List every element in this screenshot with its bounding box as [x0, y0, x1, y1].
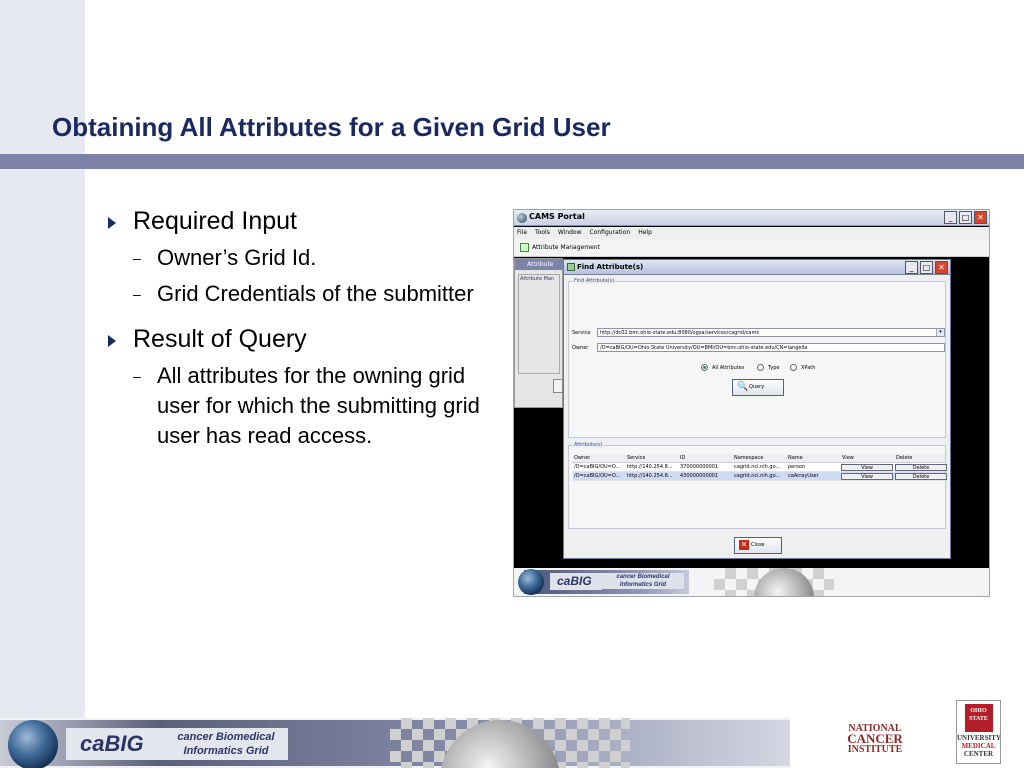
table-row[interactable] [573, 463, 945, 472]
cabig-subtitle-line1: cancer Biomedical [616, 574, 670, 580]
dialog-icon [567, 263, 575, 271]
service-value: http://dc02.bmi.ohio-state.edu:8080/ogsa/services/cagrid/cams [600, 330, 759, 336]
cell-owner: /O=caBIG/OU=O... [574, 464, 621, 470]
bullet-required-input [100, 205, 500, 237]
service-label: Service [572, 330, 591, 336]
osu-line2: MEDICAL [961, 742, 996, 750]
radio-all-attributes-label: All Attributes [712, 365, 745, 371]
slide-body [100, 205, 500, 451]
dash-icon: – [133, 250, 141, 266]
table-header [573, 454, 945, 463]
radio-xpath-label: XPath [801, 365, 816, 371]
menu-help[interactable]: Help [638, 229, 652, 236]
slide-title: Obtaining All Attributes for a Given Grid User [52, 112, 611, 142]
column-view: View [842, 455, 854, 461]
column-delete: Delete [896, 455, 913, 461]
results-legend: Attribute(s) [574, 442, 603, 448]
column-id: ID [680, 455, 686, 461]
column-namespace: Namespace [734, 455, 764, 461]
attribute-management-button[interactable]: Attribute Management [532, 244, 600, 251]
dash-icon: – [133, 368, 141, 384]
sub-bullet-text: Grid Credentials of the submitter [157, 281, 474, 306]
close-icon: ✕ [740, 540, 748, 549]
radio-type-label: Type [768, 365, 780, 371]
menu-tools[interactable]: Tools [535, 229, 550, 236]
cell-service: http://140.254.8... [627, 473, 673, 479]
bullet-arrow-icon [108, 335, 116, 347]
cabig-logo-word: caBIG [557, 574, 592, 588]
search-icon: 🔍 [737, 382, 749, 392]
delete-button[interactable]: Delete [895, 473, 947, 480]
column-owner: Owner [574, 455, 591, 461]
toolbar [514, 239, 989, 257]
radio-xpath[interactable] [790, 364, 797, 371]
cabig-subtitle-line1: cancer Biomedical [177, 731, 275, 743]
chevron-down-icon[interactable]: ▾ [936, 329, 944, 336]
radio-type[interactable] [757, 364, 764, 371]
slide-footer-banner [0, 718, 790, 768]
cell-owner: /O=caBIG/OU=O... [574, 473, 621, 479]
query-button-label: Query [749, 384, 765, 390]
cell-namespace: cagrid.nci.nih.go... [734, 464, 781, 470]
osu-seal-line1: OHIO [970, 708, 987, 714]
attribute-management-icon [520, 243, 529, 252]
cams-portal-screenshot [513, 209, 990, 597]
dialog-maximize-button[interactable]: □ [920, 261, 933, 274]
screenshot-cabig-banner [514, 568, 989, 596]
cell-namespace: cagrid.nci.nih.go... [734, 473, 781, 479]
title-divider-band [0, 154, 1024, 169]
close-button[interactable] [734, 537, 782, 554]
service-combo[interactable] [597, 328, 945, 337]
query-button[interactable] [732, 379, 784, 396]
menu-configuration[interactable]: Configuration [589, 229, 631, 236]
nci-line1: NATIONAL [848, 723, 902, 734]
cell-service: http://140.254.8... [627, 464, 673, 470]
inner-window-title: Attribute [515, 259, 563, 270]
bullet-arrow-icon [108, 217, 116, 229]
close-button-label: Close [751, 542, 765, 548]
find-attributes-dialog [563, 259, 951, 559]
menu-bar [514, 227, 989, 239]
attribute-management-window [514, 258, 563, 408]
nci-line3: INSTITUTE [847, 744, 903, 755]
find-attributes-panel [568, 278, 946, 438]
sub-bullet-owner-id [100, 243, 500, 273]
osu-medical-center-logo [956, 700, 1001, 764]
cabig-subtitle-line2: Informatics Grid [183, 745, 269, 757]
attributes-results-panel [568, 442, 946, 529]
dialog-minimize-button[interactable]: _ [905, 261, 918, 274]
table-row[interactable] [573, 472, 945, 481]
osu-line3: CENTER [963, 750, 994, 758]
radio-all-attributes[interactable] [701, 364, 708, 371]
nci-line2: CANCER [847, 731, 903, 746]
minimize-button[interactable]: _ [944, 211, 957, 224]
maximize-button[interactable]: □ [959, 211, 972, 224]
dash-icon: – [133, 286, 141, 302]
owner-input[interactable] [597, 343, 945, 352]
bullet-result-of-query [100, 323, 500, 355]
cell-name: caArrayUser [788, 473, 819, 479]
sub-bullet-all-attributes [100, 361, 500, 451]
delete-button[interactable]: Delete [895, 464, 947, 471]
inner-window-button[interactable] [553, 379, 563, 393]
view-button[interactable]: View [841, 464, 893, 471]
close-window-button[interactable]: ✕ [974, 211, 987, 224]
inner-window-legend: Attribute Man [518, 274, 560, 374]
cabig-globe-icon [518, 569, 544, 595]
sub-bullet-text: Owner’s Grid Id. [157, 245, 317, 270]
cell-id: 370000000001 [680, 464, 719, 470]
cabig-globe-icon [8, 720, 58, 768]
menu-window[interactable]: Window [557, 229, 582, 236]
bullet-text: Result of Query [133, 325, 307, 353]
view-button[interactable]: View [841, 473, 893, 480]
sub-bullet-text: All attributes for the owning grid user for which the submitting grid user has read access. [157, 363, 480, 448]
osu-line1: UNIVERSITY [957, 734, 1001, 742]
osu-seal-line2: STATE [969, 716, 988, 722]
column-service: Service [627, 455, 646, 461]
menu-file[interactable]: File [517, 229, 528, 236]
nci-logo [845, 724, 905, 758]
dialog-titlebar [564, 260, 950, 275]
dialog-title: Find Attribute(s) [577, 263, 644, 271]
owner-label: Owner [572, 345, 589, 351]
window-title: CAMS Portal [529, 212, 585, 221]
app-globe-icon [517, 213, 527, 223]
cams-window-titlebar [514, 210, 989, 226]
find-panel-legend: Find Attribute(s) [574, 278, 615, 284]
column-name: Name [788, 455, 803, 461]
dialog-close-button[interactable]: ✕ [935, 261, 948, 274]
sub-bullet-credentials [100, 279, 500, 309]
owner-value: /O=caBIG/OU=Ohio State University/OU=BMI/OU=bmi.ohio-state.edu/CN=langella [600, 345, 808, 351]
cell-name: person [788, 464, 806, 470]
cabig-logo-word: caBIG [80, 731, 144, 756]
osu-seal [965, 704, 993, 732]
cell-id: 430000000001 [680, 473, 719, 479]
bullet-text: Required Input [133, 207, 298, 235]
cabig-subtitle-line2: Informatics Grid [619, 582, 667, 588]
results-table [573, 454, 945, 481]
